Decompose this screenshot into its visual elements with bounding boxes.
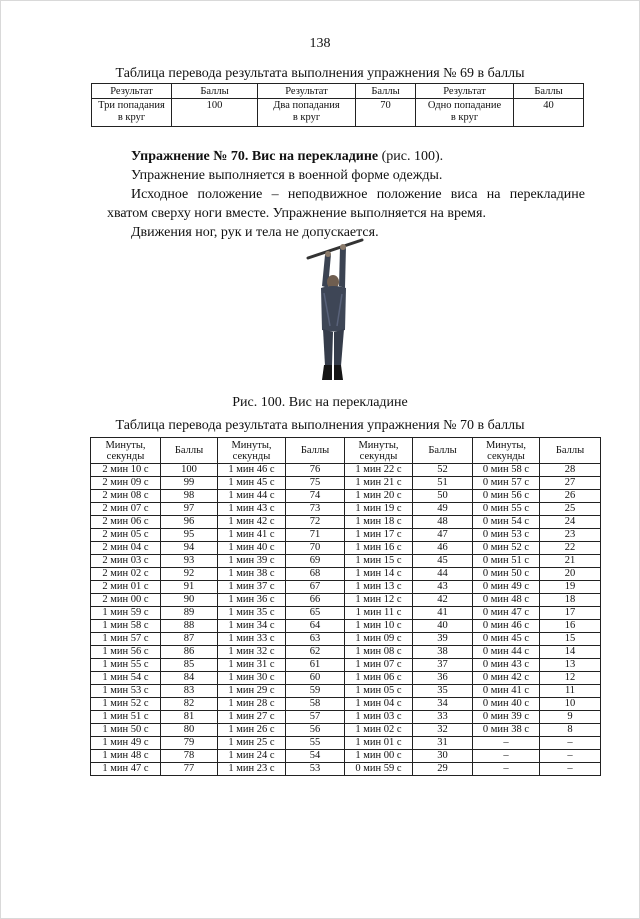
time-cell: 0 мин 40 с: [473, 698, 540, 711]
points-cell: 20: [540, 568, 601, 581]
points-cell: 57: [286, 711, 345, 724]
points-cell: 88: [161, 620, 218, 633]
points-cell: 13: [540, 659, 601, 672]
time-cell: 1 мин 35 с: [218, 607, 286, 620]
table70-caption: Таблица перевода результата выполнения упражнения № 70 в баллы: [115, 418, 525, 433]
table-row: [91, 490, 601, 503]
table70-header-cell: Минуты, секунды: [218, 438, 286, 464]
points-cell: 73: [286, 503, 345, 516]
points-cell: 77: [161, 763, 218, 776]
time-cell: 1 мин 50 с: [91, 724, 161, 737]
table-row: [91, 581, 601, 594]
time-cell: 1 мин 16 с: [345, 542, 413, 555]
points-cell: 85: [161, 659, 218, 672]
points-cell: 99: [161, 477, 218, 490]
time-cell: 2 мин 05 с: [91, 529, 161, 542]
time-cell: 0 мин 50 с: [473, 568, 540, 581]
time-cell: 1 мин 36 с: [218, 594, 286, 607]
points-cell: 17: [540, 607, 601, 620]
points-cell: 98: [161, 490, 218, 503]
time-cell: 2 мин 09 с: [91, 477, 161, 490]
points-cell: 19: [540, 581, 601, 594]
time-cell: 0 мин 41 с: [473, 685, 540, 698]
time-cell: 1 мин 07 с: [345, 659, 413, 672]
time-cell: 2 мин 10 с: [91, 464, 161, 477]
table-row: [91, 711, 601, 724]
time-cell: 1 мин 42 с: [218, 516, 286, 529]
time-cell: 0 мин 39 с: [473, 711, 540, 724]
points-cell: 63: [286, 633, 345, 646]
points-cell: 81: [161, 711, 218, 724]
points-cell: 83: [161, 685, 218, 698]
points-cell: 43: [413, 581, 473, 594]
points-cell: 65: [286, 607, 345, 620]
points-cell: 23: [540, 529, 601, 542]
points-cell: –: [540, 763, 601, 776]
time-cell: 0 мин 55 с: [473, 503, 540, 516]
points-cell: 39: [413, 633, 473, 646]
table70-header-cell: Минуты, секунды: [345, 438, 413, 464]
points-cell: 92: [161, 568, 218, 581]
time-cell: 1 мин 32 с: [218, 646, 286, 659]
table-row: [91, 516, 601, 529]
time-cell: 1 мин 52 с: [91, 698, 161, 711]
table70-header-cell: Баллы: [161, 438, 218, 464]
points-cell: 45: [413, 555, 473, 568]
points-cell: 48: [413, 516, 473, 529]
points-cell: 50: [413, 490, 473, 503]
points-cell: 100: [161, 464, 218, 477]
time-cell: 1 мин 19 с: [345, 503, 413, 516]
time-cell: 2 мин 01 с: [91, 581, 161, 594]
points-cell: 24: [540, 516, 601, 529]
points-cell: –: [540, 750, 601, 763]
time-cell: 2 мин 03 с: [91, 555, 161, 568]
table-row: [91, 750, 601, 763]
table70-header-cell: Баллы: [540, 438, 601, 464]
points-cell: 37: [413, 659, 473, 672]
time-cell: 1 мин 58 с: [91, 620, 161, 633]
points-cell: 29: [413, 763, 473, 776]
table70-header-row: [91, 438, 601, 464]
table69-result-cell: Два попадания в круг: [258, 99, 356, 127]
time-cell: 1 мин 39 с: [218, 555, 286, 568]
time-cell: 1 мин 43 с: [218, 503, 286, 516]
time-cell: –: [473, 737, 540, 750]
time-cell: 1 мин 57 с: [91, 633, 161, 646]
points-cell: 44: [413, 568, 473, 581]
table-row: [91, 672, 601, 685]
points-cell: 15: [540, 633, 601, 646]
time-cell: 0 мин 38 с: [473, 724, 540, 737]
table70-header-cell: Баллы: [413, 438, 473, 464]
points-cell: 28: [540, 464, 601, 477]
time-cell: 2 мин 02 с: [91, 568, 161, 581]
points-cell: 95: [161, 529, 218, 542]
time-cell: 0 мин 57 с: [473, 477, 540, 490]
time-cell: 0 мин 54 с: [473, 516, 540, 529]
time-cell: 0 мин 49 с: [473, 581, 540, 594]
table-row: [91, 685, 601, 698]
points-cell: 18: [540, 594, 601, 607]
time-cell: 0 мин 58 с: [473, 464, 540, 477]
table-row: [91, 763, 601, 776]
points-cell: 16: [540, 620, 601, 633]
points-cell: 52: [413, 464, 473, 477]
table69-header-cell: Результат: [92, 84, 172, 99]
time-cell: –: [473, 763, 540, 776]
points-cell: 74: [286, 490, 345, 503]
points-cell: 90: [161, 594, 218, 607]
points-cell: 30: [413, 750, 473, 763]
points-cell: 56: [286, 724, 345, 737]
time-cell: 1 мин 47 с: [91, 763, 161, 776]
time-cell: 1 мин 14 с: [345, 568, 413, 581]
time-cell: 1 мин 41 с: [218, 529, 286, 542]
time-cell: 1 мин 12 с: [345, 594, 413, 607]
time-cell: 1 мин 11 с: [345, 607, 413, 620]
figure-hanging-soldier: [300, 238, 370, 388]
exercise-line: Исходное положение – неподвижное положение виса на перекладине: [131, 187, 585, 202]
time-cell: 0 мин 46 с: [473, 620, 540, 633]
table-row: [91, 568, 601, 581]
points-cell: 9: [540, 711, 601, 724]
points-cell: 64: [286, 620, 345, 633]
points-cell: 10: [540, 698, 601, 711]
exercise-figure-ref: (рис. 100).: [378, 149, 444, 164]
points-cell: 82: [161, 698, 218, 711]
table-row: [91, 698, 601, 711]
time-cell: 1 мин 20 с: [345, 490, 413, 503]
table69-points-cell: 70: [356, 99, 416, 127]
points-cell: 34: [413, 698, 473, 711]
time-cell: 0 мин 47 с: [473, 607, 540, 620]
time-cell: 1 мин 06 с: [345, 672, 413, 685]
time-cell: 1 мин 51 с: [91, 711, 161, 724]
time-cell: 1 мин 01 с: [345, 737, 413, 750]
points-cell: 96: [161, 516, 218, 529]
exercise-description: [103, 147, 585, 242]
table-row: [91, 503, 601, 516]
points-cell: 51: [413, 477, 473, 490]
points-cell: 49: [413, 503, 473, 516]
points-cell: 33: [413, 711, 473, 724]
time-cell: 1 мин 40 с: [218, 542, 286, 555]
time-cell: 1 мин 45 с: [218, 477, 286, 490]
time-cell: 1 мин 05 с: [345, 685, 413, 698]
time-cell: 0 мин 52 с: [473, 542, 540, 555]
time-cell: 1 мин 10 с: [345, 620, 413, 633]
time-cell: 0 мин 44 с: [473, 646, 540, 659]
points-cell: 91: [161, 581, 218, 594]
points-cell: 62: [286, 646, 345, 659]
points-cell: 40: [413, 620, 473, 633]
time-cell: –: [473, 750, 540, 763]
points-cell: 22: [540, 542, 601, 555]
time-cell: 0 мин 53 с: [473, 529, 540, 542]
points-cell: 61: [286, 659, 345, 672]
table-row: [91, 477, 601, 490]
table69-header-cell: Баллы: [514, 84, 584, 99]
time-cell: 1 мин 26 с: [218, 724, 286, 737]
points-cell: 38: [413, 646, 473, 659]
time-cell: 1 мин 23 с: [218, 763, 286, 776]
time-cell: 2 мин 07 с: [91, 503, 161, 516]
time-cell: 1 мин 08 с: [345, 646, 413, 659]
time-cell: 0 мин 48 с: [473, 594, 540, 607]
time-cell: 2 мин 04 с: [91, 542, 161, 555]
points-cell: 53: [286, 763, 345, 776]
points-cell: 84: [161, 672, 218, 685]
points-cell: 67: [286, 581, 345, 594]
time-cell: 1 мин 03 с: [345, 711, 413, 724]
time-cell: 1 мин 34 с: [218, 620, 286, 633]
points-cell: 31: [413, 737, 473, 750]
points-cell: 69: [286, 555, 345, 568]
table69-caption: Таблица перевода результата выполнения упражнения № 69 в баллы: [115, 66, 525, 81]
table-row: [91, 555, 601, 568]
time-cell: 2 мин 08 с: [91, 490, 161, 503]
points-cell: 54: [286, 750, 345, 763]
time-cell: 2 мин 00 с: [91, 594, 161, 607]
time-cell: 1 мин 49 с: [91, 737, 161, 750]
exercise-line: хватом сверху ноги вместе. Упражнение выполняется на время.: [107, 206, 486, 221]
time-cell: 1 мин 00 с: [345, 750, 413, 763]
table-row: [91, 464, 601, 477]
points-cell: 86: [161, 646, 218, 659]
points-cell: 26: [540, 490, 601, 503]
time-cell: 1 мин 31 с: [218, 659, 286, 672]
time-cell: 1 мин 13 с: [345, 581, 413, 594]
points-cell: 78: [161, 750, 218, 763]
table70-header-cell: Минуты, секунды: [473, 438, 540, 464]
table-row: [91, 724, 601, 737]
points-cell: 60: [286, 672, 345, 685]
points-cell: 70: [286, 542, 345, 555]
table-row: [91, 737, 601, 750]
time-cell: 1 мин 59 с: [91, 607, 161, 620]
table70-header-cell: Баллы: [286, 438, 345, 464]
time-cell: 1 мин 04 с: [345, 698, 413, 711]
table-row: [91, 633, 601, 646]
table70-body: [91, 464, 601, 776]
table-exercise-70: [90, 437, 601, 776]
points-cell: 97: [161, 503, 218, 516]
time-cell: 2 мин 06 с: [91, 516, 161, 529]
table70-header-cell: Минуты, секунды: [91, 438, 161, 464]
time-cell: 0 мин 51 с: [473, 555, 540, 568]
time-cell: 1 мин 30 с: [218, 672, 286, 685]
table-row: [91, 646, 601, 659]
time-cell: 1 мин 48 с: [91, 750, 161, 763]
points-cell: 41: [413, 607, 473, 620]
table-row: [91, 529, 601, 542]
points-cell: –: [540, 737, 601, 750]
table69-points-cell: 100: [172, 99, 258, 127]
points-cell: 80: [161, 724, 218, 737]
table69-header-cell: Результат: [258, 84, 356, 99]
time-cell: 1 мин 22 с: [345, 464, 413, 477]
points-cell: 76: [286, 464, 345, 477]
time-cell: 1 мин 15 с: [345, 555, 413, 568]
points-cell: 75: [286, 477, 345, 490]
time-cell: 1 мин 54 с: [91, 672, 161, 685]
points-cell: 47: [413, 529, 473, 542]
table69-header-cell: Баллы: [172, 84, 258, 99]
points-cell: 71: [286, 529, 345, 542]
time-cell: 1 мин 55 с: [91, 659, 161, 672]
exercise-line: Движения ног, рук и тела не допускается.: [131, 225, 379, 240]
time-cell: 1 мин 17 с: [345, 529, 413, 542]
table69-header-row: [92, 84, 584, 99]
exercise-heading: [103, 147, 585, 166]
time-cell: 0 мин 42 с: [473, 672, 540, 685]
time-cell: 1 мин 18 с: [345, 516, 413, 529]
time-cell: 1 мин 56 с: [91, 646, 161, 659]
page-number: 138: [309, 36, 331, 51]
points-cell: 59: [286, 685, 345, 698]
time-cell: 1 мин 53 с: [91, 685, 161, 698]
points-cell: 58: [286, 698, 345, 711]
points-cell: 21: [540, 555, 601, 568]
table69-result-cell: Одно попадание в круг: [416, 99, 514, 127]
table69-header-cell: Баллы: [356, 84, 416, 99]
time-cell: 1 мин 02 с: [345, 724, 413, 737]
figure-caption: Рис. 100. Вис на перекладине: [232, 395, 408, 410]
table69-header-cell: Результат: [416, 84, 514, 99]
time-cell: 0 мин 59 с: [345, 763, 413, 776]
points-cell: 89: [161, 607, 218, 620]
points-cell: 72: [286, 516, 345, 529]
points-cell: 93: [161, 555, 218, 568]
points-cell: 35: [413, 685, 473, 698]
table-row: [91, 659, 601, 672]
time-cell: 1 мин 25 с: [218, 737, 286, 750]
time-cell: 1 мин 37 с: [218, 581, 286, 594]
table-row: [91, 620, 601, 633]
points-cell: 8: [540, 724, 601, 737]
table-row: [91, 594, 601, 607]
time-cell: 1 мин 27 с: [218, 711, 286, 724]
points-cell: 79: [161, 737, 218, 750]
points-cell: 32: [413, 724, 473, 737]
table69-result-cell: Три попадания в круг: [92, 99, 172, 127]
time-cell: 0 мин 56 с: [473, 490, 540, 503]
points-cell: 14: [540, 646, 601, 659]
points-cell: 87: [161, 633, 218, 646]
time-cell: 1 мин 46 с: [218, 464, 286, 477]
points-cell: 94: [161, 542, 218, 555]
points-cell: 25: [540, 503, 601, 516]
exercise-title: Упражнение № 70. Вис на перекладине: [131, 149, 379, 164]
table-row: [91, 542, 601, 555]
points-cell: 27: [540, 477, 601, 490]
table-exercise-69: [91, 83, 584, 127]
table-row: [91, 607, 601, 620]
exercise-line: Упражнение выполняется в военной форме одежды.: [131, 168, 443, 183]
points-cell: 12: [540, 672, 601, 685]
points-cell: 66: [286, 594, 345, 607]
points-cell: 36: [413, 672, 473, 685]
points-cell: 46: [413, 542, 473, 555]
points-cell: 11: [540, 685, 601, 698]
time-cell: 1 мин 38 с: [218, 568, 286, 581]
points-cell: 68: [286, 568, 345, 581]
time-cell: 1 мин 09 с: [345, 633, 413, 646]
time-cell: 1 мин 44 с: [218, 490, 286, 503]
time-cell: 1 мин 28 с: [218, 698, 286, 711]
table69-points-cell: 40: [514, 99, 584, 127]
time-cell: 1 мин 29 с: [218, 685, 286, 698]
time-cell: 0 мин 45 с: [473, 633, 540, 646]
time-cell: 0 мин 43 с: [473, 659, 540, 672]
time-cell: 1 мин 33 с: [218, 633, 286, 646]
table69-data-row: [92, 99, 584, 127]
points-cell: 42: [413, 594, 473, 607]
points-cell: 55: [286, 737, 345, 750]
time-cell: 1 мин 24 с: [218, 750, 286, 763]
time-cell: 1 мин 21 с: [345, 477, 413, 490]
